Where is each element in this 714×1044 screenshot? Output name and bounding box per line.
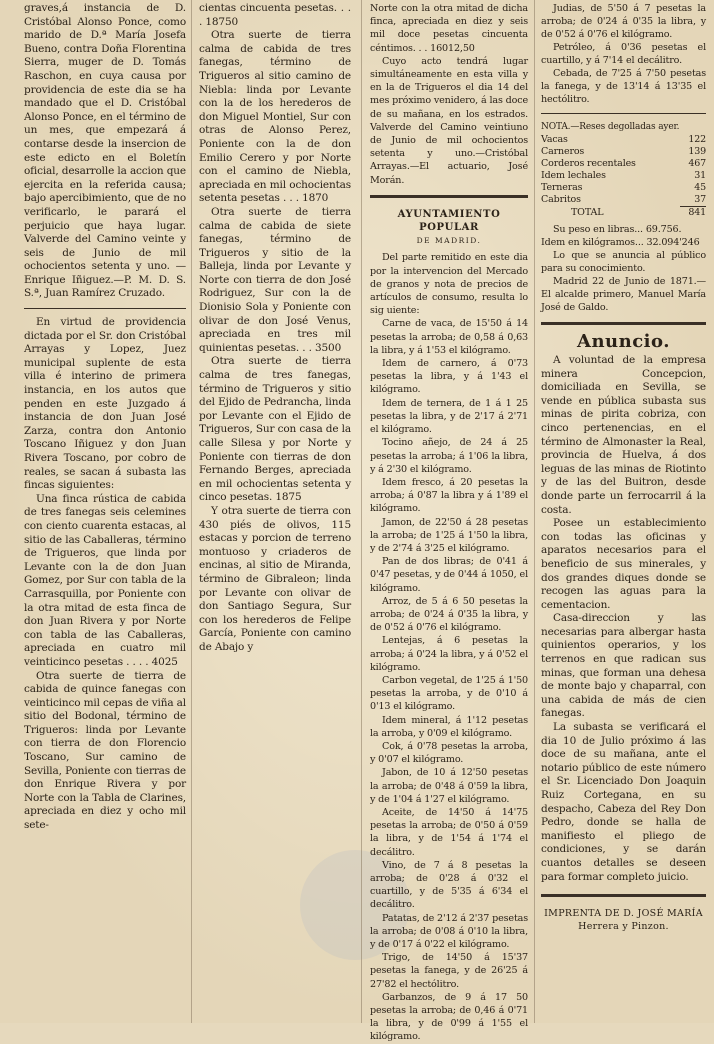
- row-label: Vacas: [541, 134, 568, 145]
- property-item: Norte con la otra mitad de dicha finca, apreciada en diez y seis mil doce pesetas cincuenta céntimos. . . 16012,50: [370, 3, 528, 54]
- price-item: Jabon, de 10 á 12'50 pesetas la arroba; de 0'48 á 0'59 la libra, y de 1'04 á 1'27 el kilógramo.: [370, 767, 528, 805]
- table-total-row: [541, 207, 706, 220]
- row-value: 37: [694, 194, 706, 205]
- anuncio-title: Anuncio.: [577, 331, 670, 352]
- separator: [541, 113, 706, 114]
- price-item: Carne de vaca, de 15'50 á 14 pesetas la arroba; de 0,58 á 0,63 la libra, y á 1'53 el kilógramo.: [370, 318, 528, 356]
- table-row: [541, 170, 706, 182]
- price-item: Cebada, de 7'25 á 7'50 pesetas la fanega, y de 13'14 á 13'35 el hectólitro.: [541, 68, 706, 105]
- peso-kilos: Idem en kilógramos... 32.094'246: [541, 237, 700, 248]
- price-item: Petróleo, á 0'36 pesetas el cuartillo, y á 7'14 el decálitro.: [541, 42, 706, 66]
- row-value: 45: [694, 182, 706, 193]
- column-2: [199, 2, 351, 1020]
- price-item: Trigo, de 14'50 á 15'37 pesetas la fanega, y de 26'25 á 27'82 el hectólitro.: [370, 952, 528, 990]
- price-item: Lentejas, á 6 pesetas la arroba; á 0'24 la libra, y á 0'52 el kilógramo.: [370, 635, 528, 673]
- property-item: Una finca rústica de cabida de tres fanegas seis celemines con ciento cuarenta estacas, al sitio de las Caballeras, término de Trigueros, que linda por Levante con la de don Juan Gomez, por Sur con tabla de la Carrasquilla, por Poniente con la otra mitad de esta finca de don Juan Rivera y por Norte con tabla de las Caballeras, apreciada en cuatro mil veinticinco pesetas . . . . 4025: [24, 492, 186, 668]
- separator: [370, 195, 528, 198]
- price-item: Idem fresco, á 20 pesetas la arroba; á 0'87 la libra y á 1'89 el kilógramo.: [370, 476, 528, 515]
- price-item: Tocino añejo, de 24 á 25 pesetas la arroba; á 1'06 la libra, y á 2'30 el kilógramo.: [370, 437, 528, 475]
- price-item: Cok, á 0'78 pesetas la arroba, y 0'07 el kilógramo.: [370, 740, 528, 766]
- price-item: Vino, de 7 á 8 pesetas la arroba; de 0'28 á 0'32 el cuartillo, y de 5'35 á 6'34 el decálitro.: [370, 859, 528, 911]
- table-row: [541, 158, 706, 170]
- column-divider: [361, 0, 362, 1023]
- property-item: Otra suerte de tierra calma de tres fanegas, término de Trigueros y sitio del Ejido de Pedrancha, linda por Levante con el Ejido de Trigueros, Sur con casa de la calle Silesa y por Norte y Poniente con tierras de don Fernando Berges, apreciada en mil ochocientas setenta y cinco pesetas. 1875: [199, 355, 351, 504]
- row-value: 122: [688, 134, 706, 145]
- price-item: Garbanzos, de 9 á 17 50 pesetas la arroba; de 0,46 á 0'71 la libra, y de 0'99 á 1'55 el kilógramo.: [370, 991, 528, 1043]
- price-item: Carbon vegetal, de 1'25 á 1'50 pesetas la arroba, y de 0'10 á 0'13 el kilógramo.: [370, 674, 528, 713]
- row-value: 31: [694, 170, 706, 181]
- announcement-note: Lo que se anuncia al público para su conocimiento.: [541, 250, 706, 274]
- price-item: Aceite, de 14'50 á 14'75 pesetas la arroba; de 0'50 á 0'59 la libra, y de 1'54 á 1'74 el decálitro.: [370, 806, 528, 858]
- property-item: Y otra suerte de tierra con 430 piés de olivos, 115 estacas y porcion de terreno montuoso y criaderos de encinas, al sitio de Miranda, término de Gibraleon; linda por Levante con olivar de don Santiago Segura, Sur con los herederos de Felipe García, Poniente con camino de Abajo y: [199, 504, 351, 653]
- anuncio-paragraph: Posee un establecimiento con todas las oficinas y aparatos necesarios para el beneficio de sus minerales, y dos grandes diques donde se recogen las aguas para la cementacion.: [541, 517, 706, 611]
- row-label: Corderos recentales: [541, 158, 636, 169]
- signature: Madrid 22 de Junio de 1871.—El alcalde primero, Manuel María José de Galdo.: [541, 276, 706, 313]
- property-item: Otra suerte de tierra calma de cabida de siete fanegas, término de Trigueros y sitio de la Balleja, linda por Levante y Norte con tierra de don José Rodriguez, Sur con la de Dionisio Sola y Poniente con olivar de don José Venus, apreciada en tres mil quinientas pesetas. . . 3500: [199, 205, 351, 354]
- peso-libras: Su peso en libras... 69.756.: [553, 224, 682, 235]
- anuncio-paragraph: A voluntad de la empresa minera Concepcion, domiciliada en Sevilla, se vende en pública subasta sus minas de pirita cobriza, con cinco pertenencias, en el término de Almonaster la Real, provincia de Huelva, á dos leguas de las minas de Riotinto y de las del Buitron, desde donde parte un ferrocarril á la costa.: [541, 354, 706, 516]
- property-item: Otra suerte de tierra de cabida de quince fanegas con veinticinco mil cepas de viña al sitio del Bodonal, término de Trigueros: linda por Levante con tierra de don Florencio Toscano, Sur camino de Sevilla, Poniente con tierras de don Enrique Rivera y por Norte con la Tabla de Clarines, apreciada en diez y ocho mil sete-: [24, 669, 186, 832]
- auction-notice-intro: En virtud de providencia dictada por el Sr. don Cristóbal Arrayas y Lopez, Juez municipal suplente de esta villa é interino de primera instancia, en los autos que penden en este Juzgado á instancia de don Juan José Zarza, contra don Antonio Toscano Iñiguez y don Juan Rivera Toscano, por cobro de reales, se sacan á subasta las fincas siguientes:: [24, 316, 186, 492]
- column-3: [370, 2, 528, 1043]
- section-heading: AYUNTAMIENTO POPULAR: [397, 208, 501, 234]
- auction-closing: Cuyo acto tendrá lugar simultáneamente en esta villa y en la de Trigueros el dia 14 del mes próximo venidero, á las doce de su mañana, en los estrados. Valverde del Camino veintiuno de Junio de mil ochocientos setenta y uno.—Cristóbal Arrayas.—El actuario, José Morán.: [370, 55, 528, 186]
- row-value: 467: [688, 158, 706, 169]
- row-label: Carneros: [541, 146, 585, 157]
- price-item: Idem de ternera, de 1 á 1 25 pesetas la libra, y de 2'17 á 2'71 el kilógramo.: [370, 397, 528, 436]
- separator: [541, 894, 706, 897]
- imprenta-footer: IMPRENTA DE D. JOSÉ MARÍA Herrera y Pinzon.: [544, 908, 703, 933]
- anuncio-paragraph: La subasta se verificará el dia 10 de Julio próximo á las doce de su mañana, ante el notario público de este número el Sr. Licenciado Don Joaquin Ruiz Cortegana, en su despacho, Cabeza del Rey Don Pedro, donde se halla de manifiesto el pliego de condiciones, y se darán cuantos detalles se deseen para formar completo juicio.: [541, 721, 706, 883]
- property-item: cientas cincuenta pesetas. . . . 18750: [199, 2, 351, 28]
- separator: [541, 322, 706, 325]
- column-divider: [191, 0, 192, 1023]
- market-intro: Del parte remitido en este dia por la intervencion del Mercado de granos y nota de precios de artículos de consumo, resulta lo sig uiente:: [370, 252, 528, 317]
- column-4: [541, 2, 706, 1020]
- row-value: 139: [688, 146, 706, 157]
- column-divider: [534, 0, 535, 1023]
- total-value: 841: [680, 207, 706, 220]
- price-item: Pan de dos libras; de 0'41 á 0'47 pesetas, y de 0'44 á 1050, el kilógramo.: [370, 556, 528, 594]
- row-label: Terneras: [541, 182, 583, 193]
- section-subheading: DE MADRID.: [416, 236, 482, 246]
- price-item: Idem de carnero, á 0'73 pesetas la libra, y á 1'43 el kilógramo.: [370, 358, 528, 396]
- table-row: [541, 134, 706, 146]
- price-item: Jamon, de 22'50 á 28 pesetas la arroba; de 1'25 á 1'50 la libra, y de 2'74 á 3'25 el kilógramo.: [370, 516, 528, 554]
- table-row: [541, 146, 706, 158]
- row-label: Idem lechales: [541, 170, 606, 181]
- table-row: [541, 182, 706, 194]
- price-item: Idem mineral, á 1'12 pesetas la arroba, y 0'09 el kilógramo.: [370, 714, 528, 739]
- total-label: TOTAL: [571, 206, 604, 218]
- row-label: Cabritos: [541, 194, 581, 206]
- price-item: Arroz, de 5 á 6 50 pesetas la arroba; de 0'24 á 0'35 la libra, y de 0'52 á 0'76 el kilógramo.: [370, 595, 528, 634]
- price-item: Patatas, de 2'12 á 2'37 pesetas la arroba; de 0'08 á 0'10 la libra, y de 0'17 á 0'22 el kilógramo.: [370, 912, 528, 951]
- price-item: Judias, de 5'50 á 7 pesetas la arroba; de 0'24 á 0'35 la libra, y de 0'52 á 0'76 el kilógramo.: [541, 3, 706, 40]
- reses-table: [541, 134, 706, 219]
- nota-title: NOTA.—Reses degolladas ayer.: [541, 122, 680, 132]
- anuncio-paragraph: Casa-direccion y las necesarias para albergar hasta quinientos operarios, y los terrenos en que radican sus minas, que forman una dehesa de monte bajo y chaparral, con una cabida de más de cien fanegas.: [541, 612, 706, 720]
- court-notice-end: graves,á instancia de D. Cristóbal Alonso Ponce, como marido de D.ª María Josefa Bueno, contra Doña Florentina Sierra, muger de D. Tomás Raschon, en cuya causa por providencia de este dia se ha mandado que el D. Cristóbal Alonso Ponce, en el término de un mes, que empezará á contarse desde la insercion de este edicto en el Boletín oficial, desarrolle la accion que ejercita en la referida causa; bajo apercibimiento, que de no verificarlo, le parará el perjuicio que haya lugar. Valverde del Camino veinte y seis de Junio de mil ochocientos setenta y uno. —Enrique Iñiguez.—P. M. D. S. S.ª, Juan Ramírez Cruzado.: [24, 2, 186, 300]
- separator: [24, 308, 186, 309]
- table-row: [541, 194, 706, 207]
- column-1: [24, 2, 186, 1020]
- property-item: Otra suerte de tierra calma de cabida de tres fanegas, término de Trigueros al sitio camino de Niebla: linda por Levante con la de los herederos de don Miguel Montiel, Sur con otras de Alonso Perez, Poniente con la de don Emilio Cerero y por Norte con el camino de Niebla, apreciada en mil ochocientas setenta pesetas . . . 1870: [199, 29, 351, 205]
